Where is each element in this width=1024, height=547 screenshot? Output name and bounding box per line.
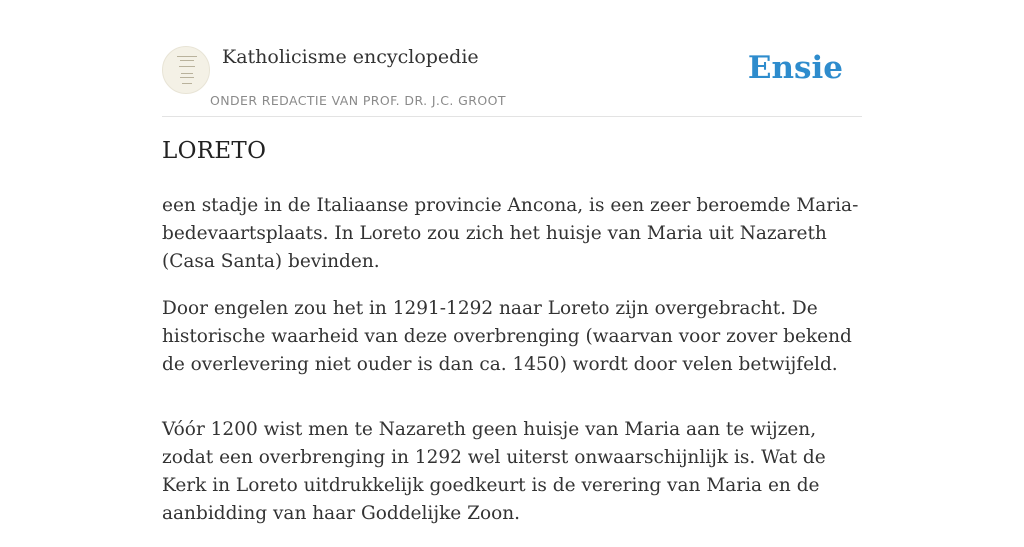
book-cover-icon[interactable] [162,46,210,94]
entry-paragraph: Door engelen zou het in 1291-1292 naar Loreto zijn overgebracht. De historische waarheid van deze overbrenging (waarvan voor zover bekend de overlevering niet ouder is dan ca. 1450) wordt door velen betwijfeld. [162,298,852,375]
entry-title: LORETO [162,138,267,164]
book-title[interactable]: Katholicisme encyclopedie [222,46,479,68]
entry-paragraph: Vóór 1200 wist men te Nazareth geen huisje van Maria aan te wijzen, zodat een overbrenging in 1292 wel uiterst onwaarschijnlijk is. Wat de Kerk in Loreto uitdrukkelijk goedkeurt is de verering van Maria en de aanbidding van haar Goddelijke Zoon. [162,419,826,524]
entry-paragraph: een stadje in de Italiaanse provincie Ancona, is een zeer beroemde Maria- bedevaartsplaats. In Loreto zou zich het huisje van Maria uit Nazareth (Casa Santa) bevinden. [162,195,859,272]
book-subtitle: ONDER REDACTIE VAN PROF. DR. J.C. GROOT [210,93,506,108]
entry-body [162,192,862,547]
header [162,40,862,117]
ensie-logo[interactable]: Ensie [747,50,843,86]
